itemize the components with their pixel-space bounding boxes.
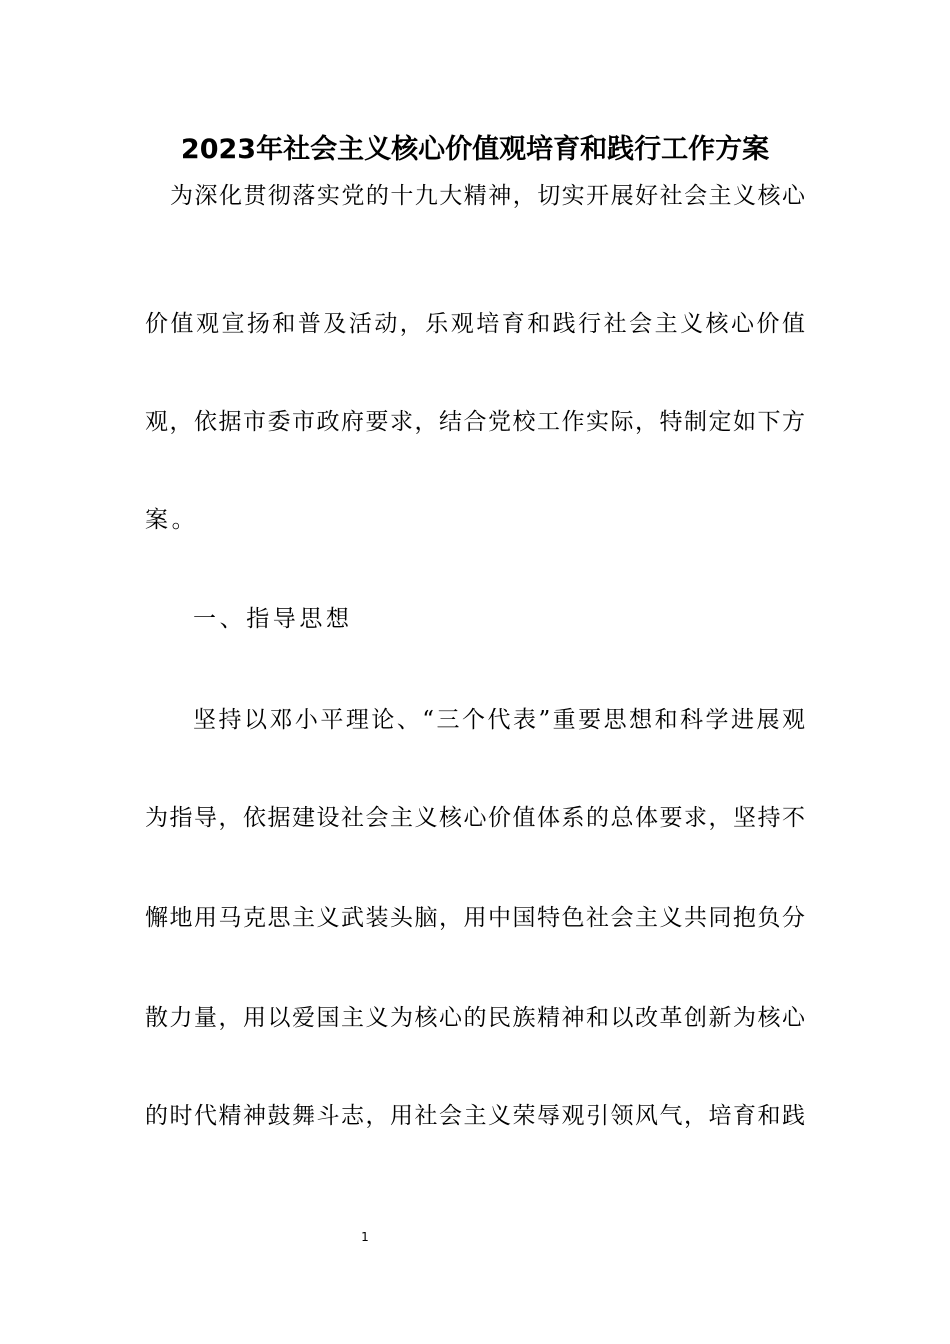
paragraph-line: 坚持以邓小平理论、“三个代表”重要思想和科学进展观 xyxy=(193,707,805,733)
document-title: 2023年社会主义核心价值观培育和践行工作方案 xyxy=(180,134,770,165)
paragraph-line: 案。 xyxy=(145,507,199,533)
section-heading: 一、指导思想 xyxy=(193,606,353,632)
page-number: 1 xyxy=(361,1230,369,1244)
paragraph-line: 价值观宣扬和普及活动，乐观培育和践行社会主义核心价值 xyxy=(145,311,805,337)
paragraph-line: 懈地用马克思主义武装头脑，用中国特色社会主义共同抱负分 xyxy=(145,905,805,931)
paragraph-line: 观，依据市委市政府要求，结合党校工作实际，特制定如下方 xyxy=(145,409,805,435)
paragraph-line: 为深化贯彻落实党的十九大精神，切实开展好社会主义核心 xyxy=(170,183,805,209)
paragraph-line: 的时代精神鼓舞斗志，用社会主义荣辱观引领风气，培育和践 xyxy=(145,1103,805,1129)
paragraph-line: 为指导，依据建设社会主义核心价值体系的总体要求，坚持不 xyxy=(145,805,805,831)
paragraph-line: 散力量，用以爱国主义为核心的民族精神和以改革创新为核心 xyxy=(145,1005,805,1031)
